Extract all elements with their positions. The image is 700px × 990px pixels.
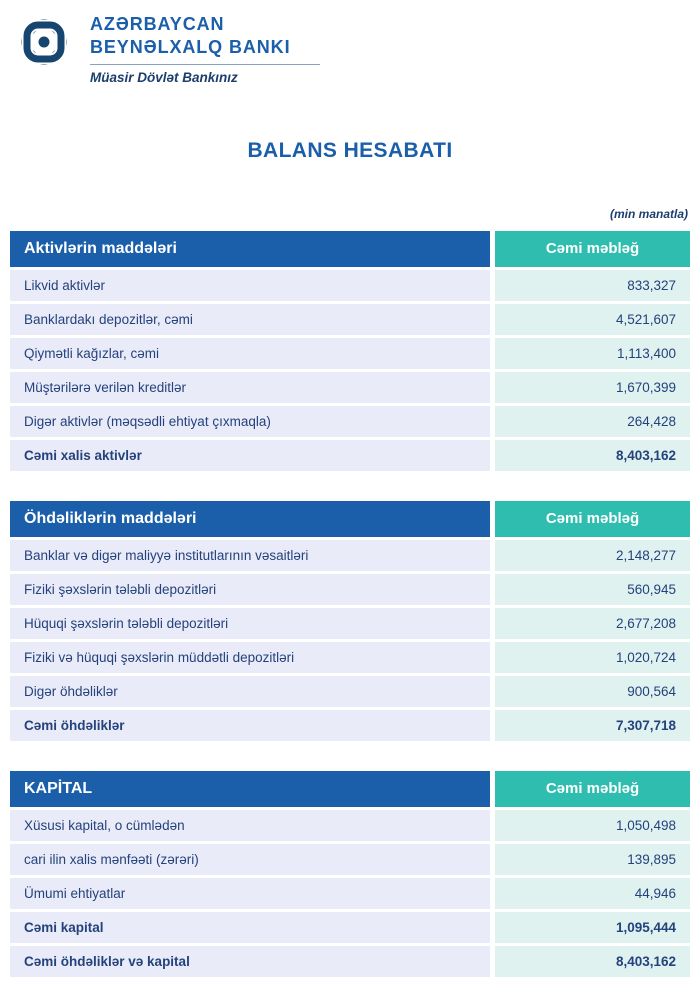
table-header-label: Öhdəliklərin maddələri — [10, 501, 490, 537]
row-label: Ümumi ehtiyatlar — [10, 878, 490, 909]
table-header-value: Cəmi məbləğ — [495, 231, 690, 267]
row-label: Fiziki və hüquqi şəxslərin müddətli depozitləri — [10, 642, 490, 673]
bank-logo-knot-icon — [12, 10, 76, 74]
table-row — [10, 608, 690, 639]
brand-divider — [90, 64, 320, 65]
row-value: 1,095,444 — [495, 912, 690, 943]
row-label: Qiymətli kağızlar, cəmi — [10, 338, 490, 369]
table-row — [10, 844, 690, 875]
row-value: 1,050,498 — [495, 810, 690, 841]
tables-container — [0, 231, 700, 977]
row-value: 2,148,277 — [495, 540, 690, 571]
table-header-value: Cəmi məbləğ — [495, 501, 690, 537]
assets-table — [10, 231, 690, 471]
table-row — [10, 676, 690, 707]
row-label: Hüquqi şəxslərin tələbli depozitləri — [10, 608, 490, 639]
row-value: 1,670,399 — [495, 372, 690, 403]
row-value: 7,307,718 — [495, 710, 690, 741]
table-row — [10, 338, 690, 369]
page-title: BALANS HESABATI — [247, 139, 453, 162]
liabilities-table-header — [10, 501, 690, 537]
row-value: 8,403,162 — [495, 440, 690, 471]
assets-table-header — [10, 231, 690, 267]
row-value: 900,564 — [495, 676, 690, 707]
table-row — [10, 810, 690, 841]
bank-tagline: Müasir Dövlət Bankınız — [90, 70, 238, 85]
row-value: 44,946 — [495, 878, 690, 909]
row-value: 560,945 — [495, 574, 690, 605]
row-label: Cəmi öhdəliklər — [10, 710, 490, 741]
row-value: 833,327 — [495, 270, 690, 301]
row-label: Cəmi öhdəliklər və kapital — [10, 946, 490, 977]
bank-name-line2: BEYNƏLXALQ BANKI — [90, 37, 291, 57]
brand-header — [0, 0, 700, 85]
table-row — [10, 574, 690, 605]
row-label: cari ilin xalis mənfəəti (zərəri) — [10, 844, 490, 875]
row-value: 1,020,724 — [495, 642, 690, 673]
unit-note: (min manatla) — [609, 207, 688, 221]
row-label: Banklardakı depozitlər, cəmi — [10, 304, 490, 335]
row-label: Banklar və digər maliyyə institutlarının vəsaitləri — [10, 540, 490, 571]
table-row — [10, 878, 690, 909]
row-label: Müştərilərə verilən kreditlər — [10, 372, 490, 403]
table-row — [10, 406, 690, 437]
row-value: 139,895 — [495, 844, 690, 875]
row-value: 2,677,208 — [495, 608, 690, 639]
row-value: 8,403,162 — [495, 946, 690, 977]
table-row — [10, 270, 690, 301]
row-label: Cəmi kapital — [10, 912, 490, 943]
capital-table-header — [10, 771, 690, 807]
row-value: 264,428 — [495, 406, 690, 437]
row-value: 4,521,607 — [495, 304, 690, 335]
liabilities-table — [10, 501, 690, 741]
row-label: Xüsusi kapital, o cümlədən — [10, 810, 490, 841]
table-row — [10, 540, 690, 571]
table-header-label: Aktivlərin maddələri — [10, 231, 490, 267]
table-row-total — [10, 946, 690, 977]
table-row-total — [10, 912, 690, 943]
row-value: 1,113,400 — [495, 338, 690, 369]
row-label: Cəmi xalis aktivlər — [10, 440, 490, 471]
row-label: Digər aktivlər (məqsədli ehtiyat çıxmaqla) — [10, 406, 490, 437]
capital-table — [10, 771, 690, 977]
brand-text-block — [90, 10, 320, 85]
table-row — [10, 642, 690, 673]
table-header-label: KAPİTAL — [10, 771, 490, 807]
table-header-value: Cəmi məbləğ — [495, 771, 690, 807]
table-row — [10, 372, 690, 403]
row-label: Likvid aktivlər — [10, 270, 490, 301]
row-label: Fiziki şəxslərin tələbli depozitləri — [10, 574, 490, 605]
row-label: Digər öhdəliklər — [10, 676, 490, 707]
table-row-total — [10, 710, 690, 741]
table-row — [10, 304, 690, 335]
bank-name-line1: AZƏRBAYCAN — [90, 14, 225, 34]
table-row-total — [10, 440, 690, 471]
